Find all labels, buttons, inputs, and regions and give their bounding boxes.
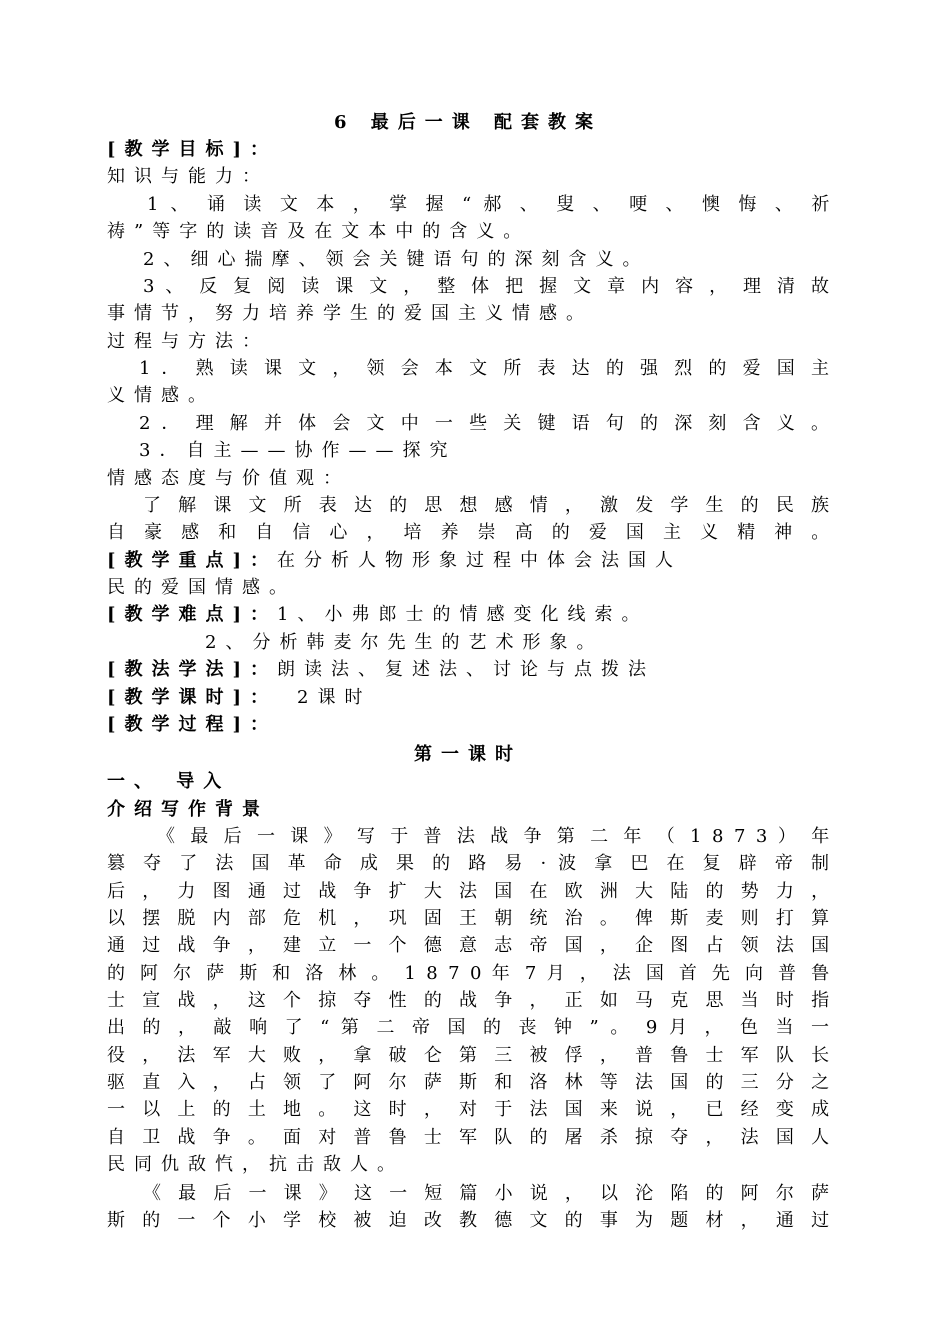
difficulty-line-2: 2、分析韩麦尔先生的艺术形象。 [205, 632, 604, 653]
background-line-6: 的 阿 尔 萨 斯 和 洛 林 。 1 8 7 0 年 7 月 ， 法 国 首 先 向 普 鲁 [107, 963, 830, 984]
key-point-line-2: 民的爱国情感。 [107, 577, 296, 598]
emotion-heading: 情感态度与价值观： [107, 468, 350, 489]
hours-text: 2课时 [297, 687, 372, 708]
intro-heading: 一、 导入 [107, 771, 231, 792]
difficulty-text-1: 1、小弗郎士的情感变化线索。 [277, 604, 649, 625]
background-line-13: 民同仇敌忾，抗击敌人。 [107, 1154, 404, 1175]
method-text: 朗读法、复述法、讨论与点拨法 [277, 659, 656, 680]
background-line-8: 出 的 ， 敲 响 了 “ 第 二 帝 国 的 丧 钟 ” 。 9 月 ， 色 当 一 [107, 1017, 830, 1038]
background-line-3: 后 ， 力 图 通 过 战 争 扩 大 法 国 在 欧 洲 大 陆 的 势 力 ， [107, 881, 830, 902]
emotion-line-2: 自 豪 感 和 自 信 心 ， 培 养 崇 高 的 爱 国 主 义 精 神 。 [107, 522, 830, 543]
background-line-7: 士 宣 战 ， 这 个 掠 夺 性 的 战 争 ， 正 如 马 克 思 当 时 指 [107, 990, 830, 1011]
background-line-4: 以 摆 脱 内 部 危 机 ， 巩 固 王 朝 统 治 。 俾 斯 麦 则 打 算 [107, 908, 830, 929]
knowledge-item-1-line-1: 1 、 诵 读 文 本 ， 掌 握 “ 郝 、 叟 、 哽 、 懊 悔 、 祈 [147, 194, 830, 215]
process-item-1-line-2: 义情感。 [107, 385, 215, 406]
knowledge-item-3-line-1: 3 、 反 复 阅 读 课 文 ， 整 体 把 握 文 章 内 容 ， 理 清 故 [143, 276, 830, 297]
knowledge-heading: 知识与能力： [107, 166, 269, 187]
hours-line [107, 684, 829, 711]
emotion-line-1: 了 解 课 文 所 表 达 的 思 想 感 情 ， 激 发 学 生 的 民 族 [143, 495, 829, 516]
knowledge-item-3-line-2: 事情节，努力培养学生的爱国主义情感。 [107, 303, 593, 324]
document-title: 6 最后一课 配套教案 [333, 112, 603, 133]
background-line-11: 一 以 上 的 土 地 。 这 时 ， 对 于 法 国 来 说 ， 已 经 变 成 [107, 1099, 830, 1120]
key-point-text: 在分析人物形象过程中体会法国人 [277, 550, 683, 571]
method-line [107, 656, 829, 683]
method-label: [教法学法]： [107, 659, 278, 680]
goals-heading: [教学目标]： [107, 139, 278, 160]
background-line-5: 通 过 战 争 ， 建 立 一 个 德 意 志 帝 国 ， 企 图 占 领 法 国 [107, 935, 830, 956]
novel-line-1: 《 最 后 一 课 》 这 一 短 篇 小 说 ， 以 沦 陷 的 阿 尔 萨 [143, 1183, 829, 1204]
hours-label: [教学课时]： [107, 687, 278, 708]
background-line-9: 役 ， 法 军 大 败 ， 拿 破 仑 第 三 被 俘 ， 普 鲁 士 军 队 长 [107, 1045, 830, 1066]
novel-line-2: 斯 的 一 个 小 学 校 被 迫 改 教 德 文 的 事 为 题 材 ， 通 过 [107, 1210, 830, 1231]
background-line-1: 《 最 后 一 课 》 写 于 普 法 战 争 第 二 年 （ 1 8 7 3 ） 年 [157, 826, 830, 847]
difficulty-line-1 [107, 601, 829, 628]
knowledge-item-2: 2、细心揣摩、领会关键语句的深刻含义。 [143, 249, 650, 270]
key-point-line-1 [107, 547, 829, 574]
background-heading: 介绍写作背景 [107, 799, 269, 820]
procedure-heading: [教学过程]： [107, 714, 278, 735]
process-item-3: 3．自主——协作——探究 [139, 440, 457, 461]
background-line-10: 驱 直 入 ， 占 领 了 阿 尔 萨 斯 和 洛 林 等 法 国 的 三 分 之 [107, 1072, 830, 1093]
difficulty-label: [教学难点]： [107, 604, 278, 625]
key-point-label: [教学重点]： [107, 550, 278, 571]
background-line-12: 自 卫 战 争 。 面 对 普 鲁 士 军 队 的 屠 杀 掠 夺 ， 法 国 人 [107, 1127, 830, 1148]
lesson-1-heading: 第一课时 [414, 744, 522, 765]
process-item-1-line-1: 1 ． 熟 读 课 文 ， 领 会 本 文 所 表 达 的 强 烈 的 爱 国 主 [139, 358, 829, 379]
process-heading: 过程与方法： [107, 331, 269, 352]
background-line-2: 篡 夺 了 法 国 革 命 成 果 的 路 易 · 波 拿 巴 在 复 辟 帝 制 [107, 853, 830, 874]
knowledge-item-1-line-2: 祷”等字的读音及在文本中的含义。 [107, 221, 531, 242]
process-item-2: 2 ． 理 解 并 体 会 文 中 一 些 关 键 语 句 的 深 刻 含 义 。 [139, 413, 829, 434]
